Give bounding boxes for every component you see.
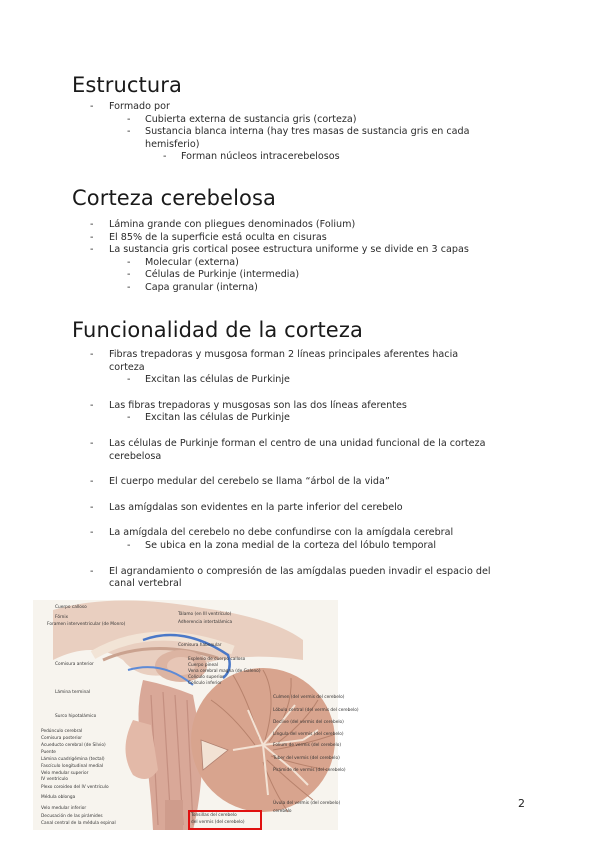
bullet-text: El 85% de la superficie está oculta en cisuras <box>109 231 327 243</box>
figure-label-right: Declive (del vermis del cerebelo) <box>273 720 344 725</box>
figure-label-right: Culmen (del vermis del cerebelo) <box>273 695 345 700</box>
bullet-dash: - <box>90 399 94 411</box>
bullet-text: Células de Purkinje (intermedia) <box>145 269 300 281</box>
bullet-dash: - <box>127 540 131 551</box>
figure-label-right: Tuber del vermis (del cerebelo) <box>273 756 340 761</box>
bullet-dash: - <box>90 349 94 360</box>
figure-label-left: Puente <box>41 750 56 755</box>
figure-label-right: Colículo inferior <box>188 681 222 686</box>
figure-label-left: Fórnix <box>55 615 69 620</box>
bullet-dash: - <box>127 113 131 125</box>
bullet-text: Sustancia blanca interna (hay tres masas de sustancia gris en cada <box>145 126 470 138</box>
figure-label-left: Fascículo longitudinal medial <box>41 764 104 769</box>
bullet-text: Las fibras trepadoras y musgosas son las dos líneas aferentes <box>109 399 407 411</box>
figure-label-right: Pirámide de vermis (del cerebelo) <box>273 768 346 773</box>
section-heading: Estructura <box>72 73 182 97</box>
bullet-text: El agrandamiento o compresión de las amígdalas pueden invadir el espacio del <box>109 565 491 577</box>
figure-label-right: Vena cerebral magna (de Galeno) <box>188 669 261 674</box>
bullet-dash: - <box>90 438 94 449</box>
bullet-text: El cuerpo medular del cerebelo se llama “árbol de la vida” <box>109 476 390 488</box>
bullet-dash: - <box>90 219 94 230</box>
cerebellum-sagittal-section-figure <box>33 600 359 830</box>
bullet-dash: - <box>163 151 167 163</box>
figure-label-right: Esplenio de cuerpo calloso <box>188 657 246 662</box>
figure-label-left: Plexo coroideo del IV ventrículo <box>41 785 109 790</box>
bullet-text: Excitan las células de Purkinje <box>145 374 290 386</box>
figure-label-right: Folium de vermis (del cerebelo) <box>273 743 342 748</box>
bullet-dash: - <box>127 256 131 268</box>
bullet-dash: - <box>90 244 94 256</box>
figure-label-right: Colículo superior <box>188 675 224 680</box>
bullet-dash: - <box>90 101 94 112</box>
bullet-text: Las células de Purkinje forman el centro de una unidad funcional de la corteza <box>109 438 486 449</box>
figure-label-right: Úvula del vermis (del cerebelo) <box>273 801 341 806</box>
figure-label-bottom: del vermis (del cerebelo) <box>191 820 245 825</box>
figure-label-left: Lámina cuadrigémina (tectal) <box>41 757 105 762</box>
figure-label-right: Adherencia intertalámica <box>178 620 233 625</box>
figure-label-left: Surco hipotalámico <box>55 714 97 719</box>
bullet-text: cerebelosa <box>109 450 162 462</box>
bullet-text: Lámina grande con pliegues denominados (Folium) <box>109 219 356 230</box>
bullet-dash: - <box>127 282 131 293</box>
figure-label-bottom: Tonsillas del cerebelo <box>191 813 237 818</box>
bullet-text: Forman núcleos intracerebelosos <box>181 151 340 163</box>
figure-label-left: Pedúnculo cerebral <box>41 729 83 734</box>
bullet-text: Capa granular (interna) <box>145 282 258 293</box>
bullet-text: canal vertebral <box>109 578 182 590</box>
bullet-dash: - <box>127 269 131 281</box>
bullet-text: Excitan las células de Purkinje <box>145 412 290 424</box>
figure-label-left: Foramen interventricular (de Monro) <box>47 622 126 627</box>
bullet-text: Se ubica en la zona medial de la corteza del lóbulo temporal <box>145 540 437 551</box>
bullet-dash: - <box>127 412 131 424</box>
figure-label-right: Língula del vermis (del cerebelo) <box>273 732 344 737</box>
figure-label-right: Comisura habenular <box>178 643 222 648</box>
figure-label-right: cerebelo <box>273 809 292 814</box>
bullet-text: Molecular (externa) <box>145 256 239 268</box>
figure-label-left: Velo medular superior <box>41 771 89 776</box>
bullet-text: Fibras trepadoras y musgosa forman 2 líneas principales aferentes hacia <box>109 349 459 360</box>
bullet-text: La amígdala del cerebelo no debe confundirse con la amígdala cerebral <box>109 527 454 539</box>
bullet-dash: - <box>127 126 131 138</box>
figure-label-left: Velo medular inferior <box>41 806 87 811</box>
figure-label-left: Acueducto cerebral (de Silvio) <box>41 743 106 748</box>
page-number: 2 <box>518 797 525 810</box>
bullet-dash: - <box>90 501 94 513</box>
figure-label-right: Lóbulo central (del vermis del cerebelo) <box>273 708 359 713</box>
highlight-box <box>188 810 262 830</box>
figure-label-left: Médula oblonga <box>41 795 76 800</box>
figure-label-left: Comisura posterior <box>41 736 83 741</box>
figure-label-right: Cuerpo pineal <box>188 663 218 668</box>
figure-label-left: Decusación de las pirámides <box>41 814 103 819</box>
figure-label-left: Comisura anterior <box>55 662 94 667</box>
figure-label-left: IV ventrículo <box>41 777 69 782</box>
section-heading: Corteza cerebelosa <box>72 186 276 210</box>
section-heading: Funcionalidad de la corteza <box>72 318 363 342</box>
bullet-text: Las amígdalas son evidentes en la parte inferior del cerebelo <box>109 501 403 513</box>
bullet-dash: - <box>90 565 94 577</box>
bullet-dash: - <box>90 231 94 243</box>
bullet-text: La sustancia gris cortical posee estructura uniforme y se divide en 3 capas <box>109 244 469 256</box>
bullet-text: Formado por <box>109 101 170 112</box>
figure-label-left: Cuerpo calloso <box>55 605 87 610</box>
bullet-dash: - <box>90 527 94 539</box>
bullet-dash: - <box>127 374 131 386</box>
bullet-dash: - <box>90 476 94 488</box>
figure-label-right: Tálamo (en III ventrículo) <box>178 612 232 617</box>
bullet-text: hemisferio) <box>145 138 200 150</box>
bullet-text: Cubierta externa de sustancia gris (corteza) <box>145 113 357 125</box>
figure-label-left: Lámina terminal <box>55 690 91 695</box>
figure-label-left: Canal central de la médula espinal <box>41 821 116 826</box>
bullet-text: corteza <box>109 361 145 373</box>
cerebellum-shape <box>191 668 335 812</box>
